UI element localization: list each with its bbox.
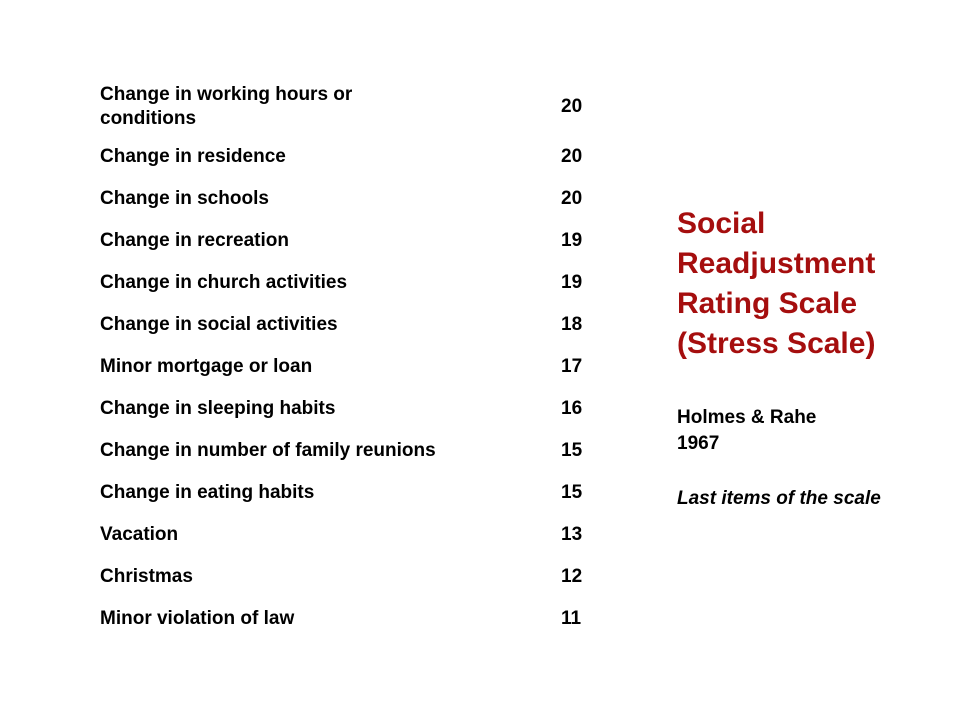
table-row [100,598,600,640]
life-event-label: Change in eating habits [100,482,315,503]
life-event-label: Vacation [100,524,179,545]
stress-scale-table [100,78,600,640]
table-row [100,136,600,178]
life-event-score: 20 [561,188,583,209]
life-event-score: 19 [561,230,583,251]
table-row [100,78,600,136]
life-event-score: 20 [561,96,583,117]
scale-note: Last items of the scale [677,488,881,509]
life-event-score: 20 [561,146,583,167]
table-row [100,262,600,304]
life-event-score: 15 [561,482,583,503]
citation-year: 1967 [677,433,720,454]
life-event-score: 17 [561,356,583,377]
title-line: (Stress Scale) [677,327,876,360]
life-event-label: Change in working hours or conditions [100,84,353,129]
title-line: Social [677,207,766,240]
table-row [100,388,600,430]
life-event-score: 13 [561,524,583,545]
table-row [100,430,600,472]
life-event-label: Change in sleeping habits [100,398,336,419]
life-event-label: Change in schools [100,188,269,209]
life-event-score: 12 [561,566,583,587]
citation-authors: Holmes & Rahe [677,407,817,428]
scale-title [677,204,952,364]
life-event-score: 16 [561,398,583,419]
side-panel [677,204,952,512]
table-row [100,220,600,262]
table-row [100,178,600,220]
title-line: Rating Scale [677,287,858,320]
life-event-score: 18 [561,314,583,335]
life-event-label: Change in residence [100,146,286,167]
citation [677,405,952,457]
life-event-label: Change in social activities [100,314,338,335]
life-event-label: Christmas [100,566,193,587]
life-event-label: Change in church activities [100,272,348,293]
life-event-score: 15 [561,440,583,461]
table-row [100,556,600,598]
table-row [100,514,600,556]
life-event-score: 11 [561,608,582,629]
table-row [100,346,600,388]
table-row [100,304,600,346]
life-event-label: Minor violation of law [100,608,295,629]
life-event-score: 19 [561,272,583,293]
table-row [100,472,600,514]
life-event-label: Change in recreation [100,230,289,251]
life-event-label: Minor mortgage or loan [100,356,313,377]
life-event-label: Change in number of family reunions [100,440,436,461]
title-line: Readjustment [677,247,876,280]
